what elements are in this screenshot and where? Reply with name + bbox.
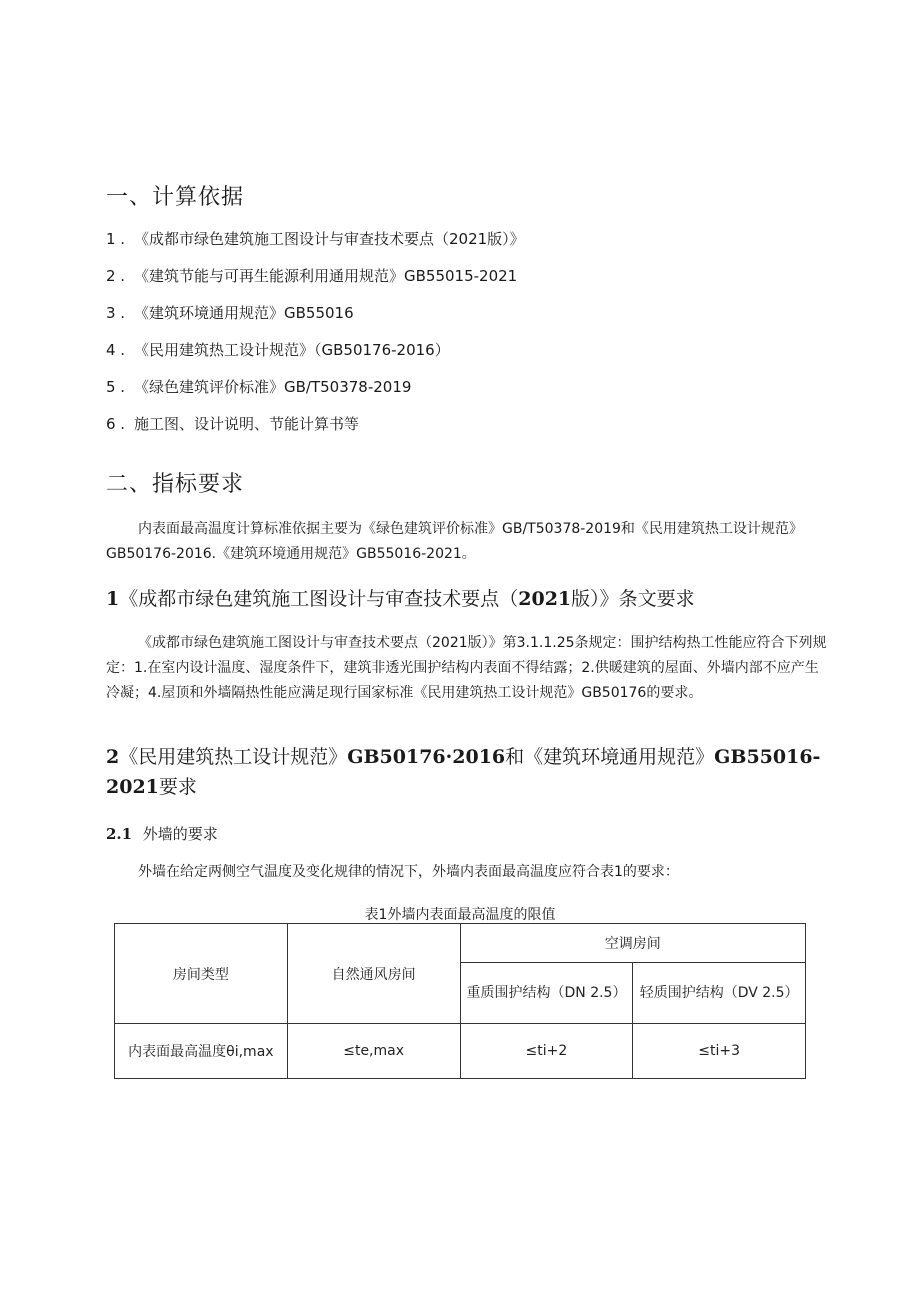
- reference-text: 《成都市绿色建筑施工图设计与审查技术要点（2021版）》: [134, 230, 525, 248]
- subsection-1-body: 《成都市绿色建筑施工图设计与审查技术要点（2021版）》第3.1.1.25条规定：围护结构热工性能应符合下列规定：1.在室内设计温度、湿度条件下，建筑非透光围护结构内表面不得结露；2.供暖建筑的屋面、外墙内部不应产生冷凝；4.屋顶和外墙隔热性能应满足现行国家标准《民用建筑热工设计规范》GB50176的要求。: [106, 635, 827, 701]
- reference-text: 《建筑环境通用规范》GB55016: [134, 304, 354, 322]
- cell-heavy-limit: ≤ti+2: [460, 1024, 633, 1079]
- reference-number: 1 .: [106, 230, 126, 248]
- table-header-row: [115, 924, 806, 963]
- wall-temperature-limits-table: [114, 923, 806, 1079]
- subsection-2-1-body: 外墙在给定两侧空气温度及变化规律的情况下，外墙内表面最高温度应符合表1的要求：: [138, 864, 679, 880]
- table-caption: 表1外墙内表面最高温度的限值: [364, 907, 556, 923]
- subsection-number: 1: [106, 588, 120, 610]
- header-natural-ventilation: 自然通风房间: [287, 924, 460, 1024]
- reference-text: 《绿色建筑评价标准》GB/T50378-2019: [134, 378, 412, 396]
- reference-number: 2 .: [106, 267, 126, 285]
- header-light-envelope: 轻质围护结构（DV 2.5）: [633, 963, 806, 1024]
- subsection-number: 2: [106, 746, 120, 768]
- subsection-2-1-heading: 2.1 外墙的要求: [106, 825, 218, 843]
- reference-item-3: [106, 302, 354, 323]
- header-heavy-envelope: 重质围护结构（DN 2.5）: [460, 963, 633, 1024]
- cell-natural-limit: ≤te,max: [287, 1024, 460, 1079]
- section-1-heading: 一、计算依据: [106, 185, 245, 210]
- section-2-heading: 二、指标要求: [106, 472, 245, 497]
- reference-number: 6 .: [106, 415, 126, 433]
- reference-item-5: [106, 376, 411, 397]
- reference-number: 3 .: [106, 304, 126, 322]
- row-label: 内表面最高温度θi,max: [115, 1024, 288, 1079]
- reference-item-6: [106, 413, 359, 434]
- header-room-type: 房间类型: [115, 924, 288, 1024]
- reference-text: 《民用建筑热工设计规范》（GB50176-2016）: [134, 341, 450, 359]
- reference-text: 施工图、设计说明、节能计算书等: [134, 415, 360, 433]
- subsection-1-heading: 1《成都市绿色建筑施工图设计与审查技术要点（2021版）》条文要求: [106, 588, 695, 610]
- reference-number: 4 .: [106, 341, 126, 359]
- cell-light-limit: ≤ti+3: [633, 1024, 806, 1079]
- subsection-2-heading: 2《民用建筑热工设计规范》GB50176·2016和《建筑环境通用规范》GB55016-2021要求: [106, 746, 821, 798]
- header-air-conditioned: 空调房间: [460, 924, 806, 963]
- section-2-intro: 内表面最高温度计算标准依据主要为《绿色建筑评价标准》GB/T50378-2019和《民用建筑热工设计规范》GB50176-2016.《建筑环境通用规范》GB55016-2021。: [106, 521, 803, 562]
- subsection-number: 2.1: [106, 825, 133, 843]
- table-row: [115, 1024, 806, 1079]
- reference-item-2: [106, 265, 517, 286]
- reference-item-4: [106, 339, 450, 360]
- reference-number: 5 .: [106, 378, 126, 396]
- reference-item-1: [106, 228, 525, 249]
- reference-text: 《建筑节能与可再生能源利用通用规范》GB55015-2021: [134, 267, 518, 285]
